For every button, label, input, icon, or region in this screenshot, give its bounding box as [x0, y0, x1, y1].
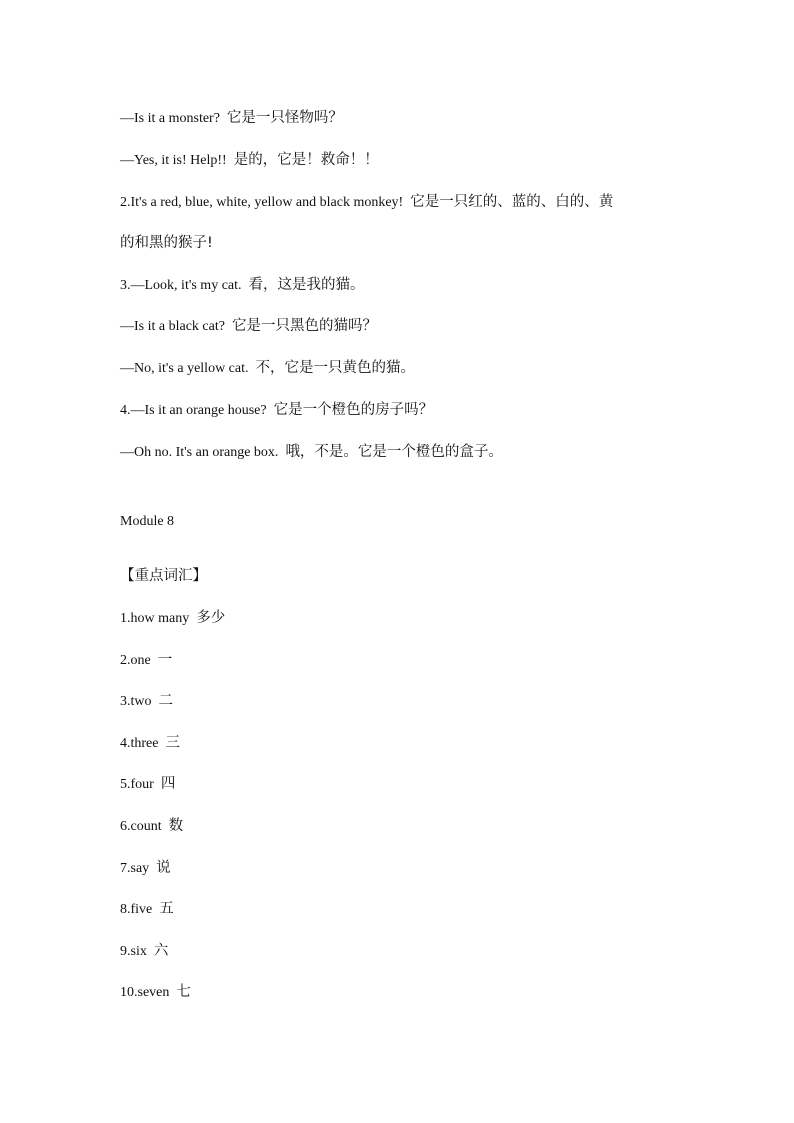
vocab-chinese: 六 [153, 943, 169, 959]
vocab-chinese: 三 [165, 735, 180, 751]
english-text: 3.—Look, it's my cat. [120, 278, 242, 293]
vocab-english: 3.two [120, 694, 152, 709]
english-text: —Is it a black cat? [120, 319, 225, 334]
vocab-chinese: 四 [160, 776, 176, 792]
english-text: 2.It's a red, blue, white, yellow and black monkey! [120, 195, 404, 210]
vocab-english: 6.count [120, 819, 162, 834]
vocab-english: 2.one [120, 653, 151, 668]
vocab-item [120, 941, 168, 962]
vocab-heading: 【重点词汇】 [120, 568, 207, 584]
vocab-item [120, 858, 171, 879]
chinese-text: 它是一个橙色的房子吗？ [273, 402, 434, 418]
vocab-english: 5.four [120, 777, 154, 792]
chinese-text: 哦，不是。它是一个橙色的盒子。 [285, 444, 503, 460]
vocab-english: 1.how many [120, 611, 190, 626]
vocab-item [120, 816, 183, 837]
dialogue-line-1 [120, 108, 343, 129]
chinese-text: 是的，它是！救命！！ [233, 152, 379, 168]
dialogue-line-5 [120, 275, 365, 296]
vocab-chinese: 七 [176, 984, 191, 1000]
dialogue-line-8 [120, 400, 433, 421]
english-text: —Oh no. It's an orange box. [120, 445, 279, 460]
vocab-item [120, 691, 173, 712]
dialogue-line-2 [120, 150, 379, 171]
vocab-item [120, 899, 174, 920]
vocab-english: 9.six [120, 944, 147, 959]
vocab-english: 4.three [120, 736, 159, 751]
chinese-text: 的和黑的猴子! [120, 235, 213, 251]
vocab-chinese: 五 [159, 901, 174, 917]
english-text: 4.—Is it an orange house? [120, 403, 267, 418]
vocab-chinese: 一 [157, 652, 173, 668]
vocab-chinese: 数 [168, 818, 184, 834]
vocab-item [120, 982, 191, 1003]
vocab-english: 7.say [120, 861, 150, 876]
dialogue-line-6 [120, 316, 377, 337]
chinese-text: 它是一只黑色的猫吗？ [231, 318, 377, 334]
vocab-item [120, 733, 180, 754]
vocab-chinese: 说 [156, 860, 171, 876]
dialogue-line-3 [120, 192, 613, 213]
chinese-text: 看，这是我的猫。 [248, 277, 365, 293]
dialogue-line-9 [120, 442, 503, 463]
english-text: —Is it a monster? [120, 111, 220, 126]
english-text: —No, it's a yellow cat. [120, 361, 249, 376]
vocab-english: 8.five [120, 902, 153, 917]
vocab-item [120, 774, 175, 795]
chinese-text: 不，它是一只黄色的猫。 [255, 360, 415, 376]
vocab-chinese: 多少 [196, 610, 226, 626]
chinese-text: 它是一只红的、蓝的、白的、黄 [410, 194, 614, 210]
module-title: Module 8 [120, 514, 175, 529]
vocab-english: 10.seven [120, 985, 170, 1000]
chinese-text: 它是一只怪物吗？ [226, 110, 343, 126]
dialogue-line-7 [120, 358, 415, 379]
vocab-chinese: 二 [158, 693, 173, 709]
dialogue-line-4 [120, 233, 213, 254]
english-text: —Yes, it is! Help!! [120, 153, 227, 168]
vocab-item [120, 608, 225, 629]
vocab-item [120, 650, 172, 671]
